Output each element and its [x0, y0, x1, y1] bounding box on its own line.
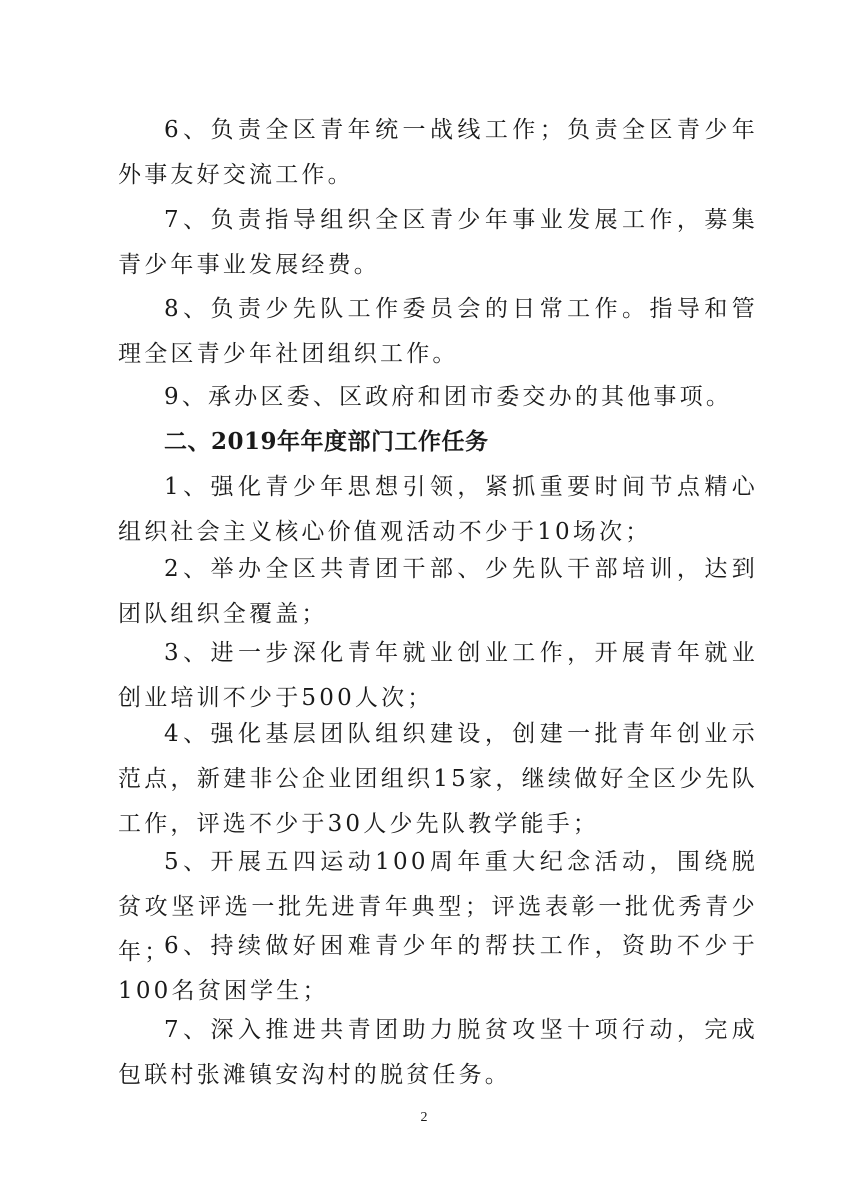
duty-item-7: 7、负责指导组织全区青少年事业发展工作，募集青少年事业发展经费。	[118, 207, 758, 278]
task-item-7: 7、深入推进共青团助力脱贫攻坚十项行动，完成包联村张滩镇安沟村的脱贫任务。	[118, 1017, 758, 1088]
task-item-6: 6、持续做好困难青少年的帮扶工作，资助不少于100名贫困学生；	[118, 933, 758, 1004]
task-item-4: 4、强化基层团队组织建设，创建一批青年创业示范点，新建非公企业团组织15家，继续做好全区少先队工作，评选不少于30人少先队教学能手；	[118, 721, 758, 837]
duty-item-6: 6、负责全区青年统一战线工作；负责全区青少年外事友好交流工作。	[118, 117, 758, 188]
page-number: 2	[420, 1110, 428, 1125]
task-item-5: 5、开展五四运动100周年重大纪念活动，围绕脱贫攻坚评选一批先进青年典型；评选表彰一批优秀青少年；	[118, 849, 758, 965]
duty-item-9: 9、承办区委、区政府和团市委交办的其他事项。	[164, 384, 733, 410]
task-item-3: 3、进一步深化青年就业创业工作，开展青年就业创业培训不少于500人次；	[118, 640, 758, 711]
duty-item-8: 8、负责少先队工作委员会的日常工作。指导和管理全区青少年社团组织工作。	[118, 296, 758, 367]
section-heading: 二、2019年年度部门工作任务	[164, 428, 489, 455]
task-item-2: 2、举办全区共青团干部、少先队干部培训，达到团队组织全覆盖；	[118, 556, 758, 627]
task-item-1: 1、强化青少年思想引领，紧抓重要时间节点精心组织社会主义核心价值观活动不少于10场次；	[118, 474, 758, 545]
